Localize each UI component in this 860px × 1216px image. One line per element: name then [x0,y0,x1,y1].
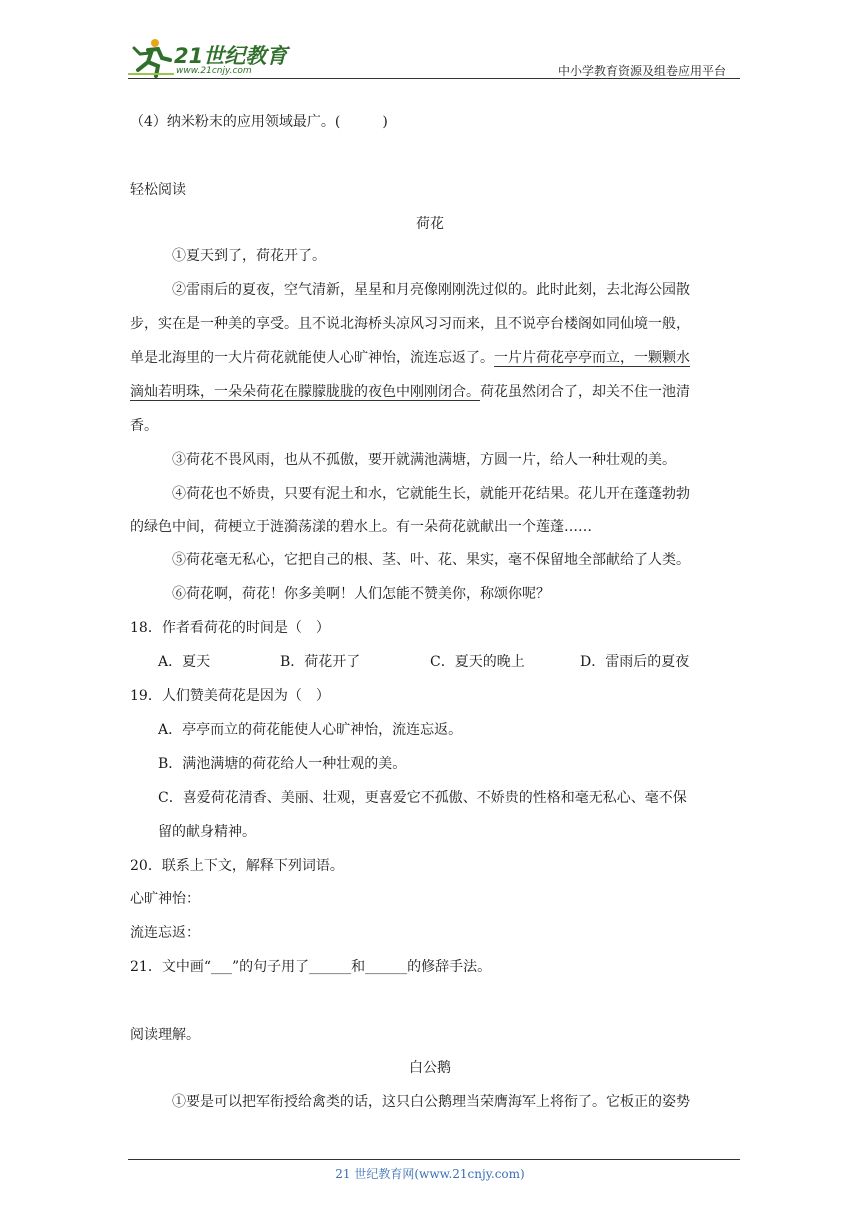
q19-option-b: B．满池满塘的荷花给人一种壮观的美。 [158,756,407,772]
q18-option-d: D．雷雨后的夏夜 [580,654,690,670]
q18-option-a: A．夏天 [158,654,211,670]
underlined-sentence: 一片片荷花亭亭而立，一颗颗水 [494,350,690,366]
q19-option-c-line-1: C．喜爱荷花清香、美丽、壮观，更喜爱它不孤傲、不娇贵的性格和毫无私心、毫不保 [158,790,687,806]
footer-divider [128,1159,740,1160]
question-20: 20．联系上下文，解释下列词语。 [130,858,344,874]
page-header [128,36,740,80]
underlined-sentence: 滴灿若明珠，一朵朵荷花在朦朦胧胧的夜色中刚刚闭合。 [130,384,480,400]
q19-option-c-line-2: 留的献身精神。 [158,824,256,840]
paragraph-3: ③荷花不畏风雨，也从不孤傲，要开就满池满塘，方圆一片，给人一种壮观的美。 [172,452,676,468]
logo-text: 21世纪教育 [174,44,288,68]
footer-link[interactable]: 21 世纪教育网(www.21cnjy.com) [335,1167,525,1181]
header-divider [128,78,740,79]
question-21: 21．文中画“___”的句子用了______和______的修辞手法。 [130,959,492,975]
q19-option-a: A．亭亭而立的荷花能使人心旷神怡，流连忘返。 [158,722,463,738]
header-platform-text: 中小学教育资源及组卷应用平台 [557,64,726,78]
paragraph-2-line-3 [130,348,690,368]
paragraph-2-line-2: 步，实在是一种美的享受。且不说北海桥头凉风习习而来，且不说亭台楼阁如同仙境一般， [130,316,690,332]
passage-title-lotus: 荷花 [416,216,444,232]
word-2: 流连忘返： [130,925,200,941]
paragraph-4-line-1: ④荷花也不娇贵，只要有泥土和水，它就能生长，就能开花结果。花儿开在蓬蓬勃勃 [172,486,690,502]
question-19: 19．人们赞美荷花是因为（ ） [130,688,330,704]
section-heading-easy-reading: 轻松阅读 [130,182,186,198]
question-18: 18．作者看荷花的时间是（ ） [130,620,330,636]
section-heading-reading-comprehension: 阅读理解。 [130,1027,200,1043]
runner-icon [128,36,174,78]
paragraph-4-line-2: 的绿色中间，荷梗立于涟漪荡漾的碧水上。有一朵荷花就献出一个莲蓬…… [130,519,592,535]
paragraph-7: ①要是可以把军衔授给禽类的话，这只白公鹅理当荣膺海军上将衔了。它板正的姿势 [172,1094,690,1110]
paragraph-6: ⑥荷花啊，荷花！你多美啊！人们怎能不赞美你，称颂你呢？ [172,586,550,602]
q18-option-b: B．荷花开了 [280,654,361,670]
question-4: （4）纳米粉末的应用领域最广。( ) [130,114,388,130]
site-logo [128,36,298,78]
paragraph-1: ①夏天到了，荷花开了。 [172,248,326,264]
q18-option-c: C．夏天的晚上 [430,654,525,670]
paragraph-2-line-1: ②雷雨后的夏夜，空气清新，星星和月亮像刚刚洗过似的。此时此刻，去北海公园散 [172,282,690,298]
logo-subtext: www.21cnjy.com [176,66,252,76]
word-1: 心旷神怡： [130,891,200,907]
paragraph-2-line-5: 香。 [130,418,158,434]
passage-title-goose: 白公鹅 [409,1060,451,1076]
plain-text: 荷花虽然闭合了，却关不住一池清 [480,384,690,400]
plain-text: 单是北海里的一大片荷花就能使人心旷神怡，流连忘返了。 [130,350,494,366]
paragraph-5: ⑤荷花毫无私心，它把自己的根、茎、叶、花、果实，毫不保留地全部献给了人类。 [172,552,690,568]
paragraph-2-line-4 [130,382,690,402]
